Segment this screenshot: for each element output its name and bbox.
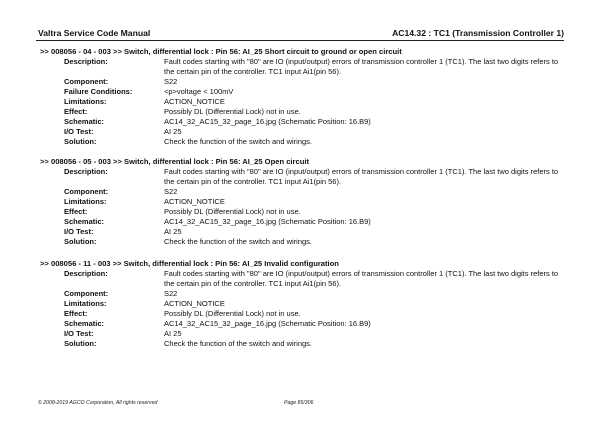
solution-row — [40, 237, 570, 247]
manual-title: Valtra Service Code Manual — [38, 28, 151, 38]
solution-row — [40, 137, 570, 147]
limitations-row — [40, 299, 570, 309]
description-row — [40, 57, 570, 77]
field-value: Possibly DL (Differential Lock) not in use. — [164, 309, 301, 318]
field-label: Solution: — [64, 339, 97, 348]
effect-row — [40, 207, 570, 217]
field-label: Limitations: — [64, 97, 107, 106]
field-label: Schematic: — [64, 319, 105, 328]
field-value: ACTION_NOTICE — [164, 97, 225, 106]
field-label: Schematic: — [64, 217, 105, 226]
field-label: Description: — [64, 57, 108, 66]
fault-code-entry — [40, 157, 570, 247]
effect-row — [40, 107, 570, 117]
field-value: <p>voltage < 100mV — [164, 87, 234, 96]
limitations-row — [40, 97, 570, 107]
schematic-row — [40, 217, 570, 227]
component-row — [40, 187, 570, 197]
description-row — [40, 167, 570, 187]
field-value: Fault codes starting with "80" are IO (input/output) errors of transmission controller 1 (TC1). The last two digits refers to the certain pin of the controller. TC1 input Ai1(pin 56). — [164, 167, 559, 186]
schematic-row — [40, 117, 570, 127]
field-label: I/O Test: — [64, 227, 94, 236]
field-value: Check the function of the switch and wirings. — [164, 237, 312, 246]
field-value: S22 — [164, 187, 178, 196]
failure-conditions-row — [40, 87, 570, 97]
field-label: I/O Test: — [64, 329, 94, 338]
fault-code-entry — [40, 47, 570, 147]
field-value: S22 — [164, 289, 178, 298]
field-label: Effect: — [64, 309, 88, 318]
field-value: AC14_32_AC15_32_page_16.jpg (Schematic Position: 16.B9) — [164, 117, 371, 126]
field-value: ACTION_NOTICE — [164, 197, 225, 206]
field-value: Check the function of the switch and wirings. — [164, 137, 312, 146]
fault-code-entry — [40, 259, 570, 349]
fault-code-title: >> 008056 - 05 - 003 >> Switch, differential lock : Pin 56: AI_25 Open circuit — [40, 157, 309, 166]
component-row — [40, 77, 570, 87]
io-test-row — [40, 127, 570, 137]
page-header — [38, 24, 564, 38]
section-title: AC14.32 : TC1 (Transmission Controller 1) — [392, 28, 564, 38]
io-test-row — [40, 227, 570, 237]
page-number: Page 85/306 — [284, 400, 314, 406]
field-value: Fault codes starting with "80" are IO (input/output) errors of transmission controller 1 (TC1). The last two digits refers to the certain pin of the controller. TC1 input Ai1(pin 56). — [164, 269, 559, 288]
field-value: Fault codes starting with "80" are IO (input/output) errors of transmission controller 1 (TC1). The last two digits refers to the certain pin of the controller. TC1 input Ai1(pin 56). — [164, 57, 559, 76]
field-label: Schematic: — [64, 117, 105, 126]
field-value: Possibly DL (Differential Lock) not in use. — [164, 207, 301, 216]
field-value: AI 25 — [164, 227, 182, 236]
field-label: Failure Conditions: — [64, 87, 133, 96]
field-label: Limitations: — [64, 299, 107, 308]
header-divider — [36, 40, 564, 41]
field-label: Limitations: — [64, 197, 107, 206]
field-label: Description: — [64, 167, 108, 176]
field-value: AC14_32_AC15_32_page_16.jpg (Schematic Position: 16.B9) — [164, 319, 371, 328]
field-value: Possibly DL (Differential Lock) not in use. — [164, 107, 301, 116]
field-label: Solution: — [64, 137, 97, 146]
copyright-notice: © 2008-2019 AGCO Corporation, All rights reserved — [38, 400, 158, 406]
field-label: Solution: — [64, 237, 97, 246]
limitations-row — [40, 197, 570, 207]
field-value: AC14_32_AC15_32_page_16.jpg (Schematic Position: 16.B9) — [164, 217, 371, 226]
field-value: S22 — [164, 77, 178, 86]
field-label: Effect: — [64, 107, 88, 116]
field-value: ACTION_NOTICE — [164, 299, 225, 308]
field-label: Description: — [64, 269, 108, 278]
description-row — [40, 269, 570, 289]
field-value: AI 25 — [164, 127, 182, 136]
field-label: Effect: — [64, 207, 88, 216]
fault-code-title: >> 008056 - 04 - 003 >> Switch, differential lock : Pin 56: AI_25 Short circuit to ground or open circuit — [40, 47, 402, 56]
field-label: Component: — [64, 187, 109, 196]
effect-row — [40, 309, 570, 319]
field-label: I/O Test: — [64, 127, 94, 136]
field-label: Component: — [64, 77, 109, 86]
component-row — [40, 289, 570, 299]
solution-row — [40, 339, 570, 349]
field-value: Check the function of the switch and wirings. — [164, 339, 312, 348]
field-value: AI 25 — [164, 329, 182, 338]
schematic-row — [40, 319, 570, 329]
fault-code-title: >> 008056 - 11 - 003 >> Switch, differential lock : Pin 56: AI_25 Invalid configuration — [40, 259, 339, 268]
io-test-row — [40, 329, 570, 339]
field-label: Component: — [64, 289, 109, 298]
